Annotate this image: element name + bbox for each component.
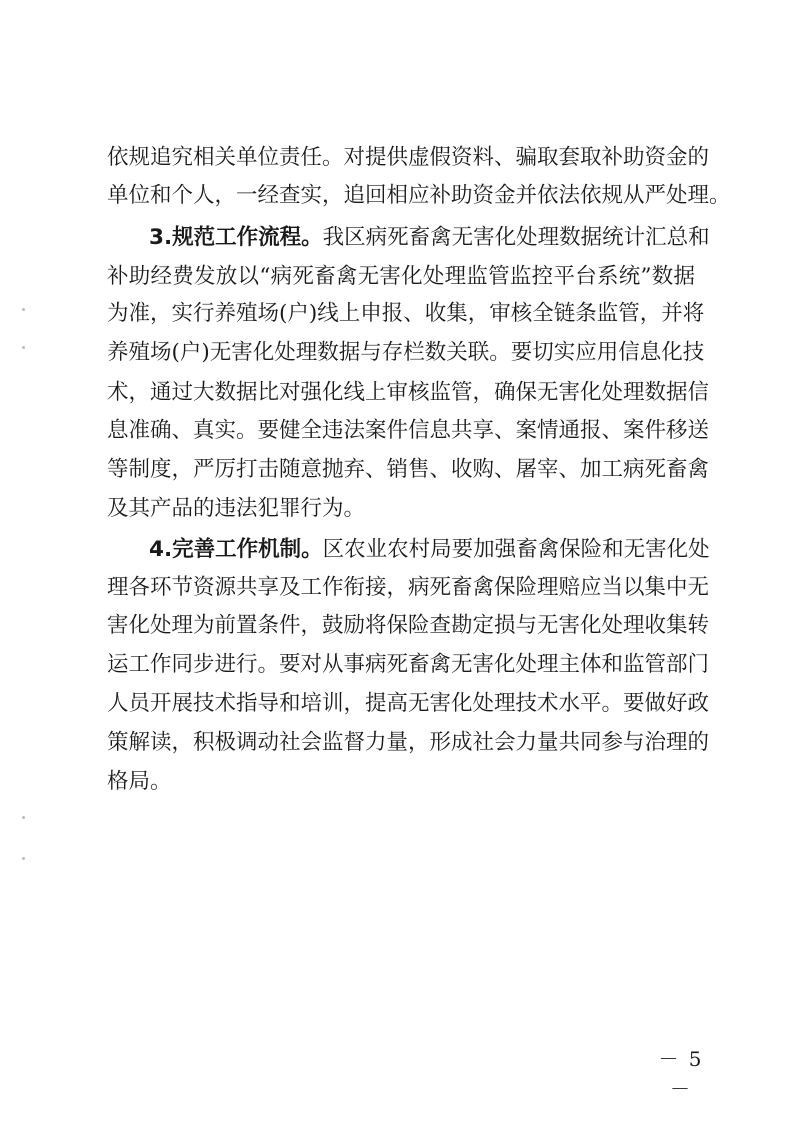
paragraph-line: 区农业农村局要加强畜禽保险和无害化处 [322, 537, 710, 562]
paragraph-line: 等制度，严厉打击随意抛弃、销售、收购、屠宰、加工病死畜禽 [107, 457, 710, 482]
paragraph-line: 运工作同步进行。要对从事病死畜禽无害化处理主体和监管部门 [107, 652, 710, 677]
paragraph-line: 策解读，积极调动社会监督力量，形成社会力量共同参与治理的 [107, 730, 710, 755]
scan-speck [22, 857, 25, 860]
paragraph-line: 术，通过大数据比对强化线上审核监管，确保无害化处理数据信 [107, 380, 710, 405]
section-4-first-line [149, 533, 710, 567]
paragraph-line: 为准，实行养殖场(户)线上申报、收集，审核全链条监管，并将 [107, 301, 705, 326]
section-4-heading: 4.完善工作机制。 [149, 537, 323, 562]
paragraph-line: 养殖场(户)无害化处理数据与存栏数关联。要切实应用信息化技 [107, 340, 705, 365]
paragraph-line: 单位和个人，一经查实，追回相应补助资金并依法依规从严处理。 [107, 183, 731, 208]
scan-speck [22, 816, 25, 819]
paragraph-line: 我区病死畜禽无害化处理数据统计汇总和 [322, 225, 710, 250]
section-3-first-line [149, 221, 710, 255]
paragraph-line: 依规追究相关单位责任。对提供虚假资料、骗取套取补助资金的 [107, 145, 710, 170]
paragraph-line: 格局。 [107, 769, 172, 794]
scan-speck [22, 346, 25, 349]
paragraph-line: 理各环节资源共享及工作衔接，病死畜禽保险理赔应当以集中无 [107, 575, 710, 600]
section-3-heading: 3.规范工作流程。 [149, 225, 323, 250]
paragraph-line: 害化处理为前置条件，鼓励将保险查勘定损与无害化处理收集转 [107, 613, 710, 638]
paragraph-line: 息准确、真实。要健全违法案件信息共享、案情通报、案件移送 [107, 418, 710, 443]
page-number: － 5 － [658, 1047, 704, 1101]
paragraph-line: 补助经费发放以“病死畜禽无害化处理监管监控平台系统”数据 [107, 264, 695, 289]
paragraph-line: 人员开展技术指导和培训，提高无害化处理技术水平。要做好政 [107, 691, 710, 716]
scan-speck [22, 308, 25, 311]
paragraph-line: 及其产品的违法犯罪行为。 [107, 496, 366, 521]
